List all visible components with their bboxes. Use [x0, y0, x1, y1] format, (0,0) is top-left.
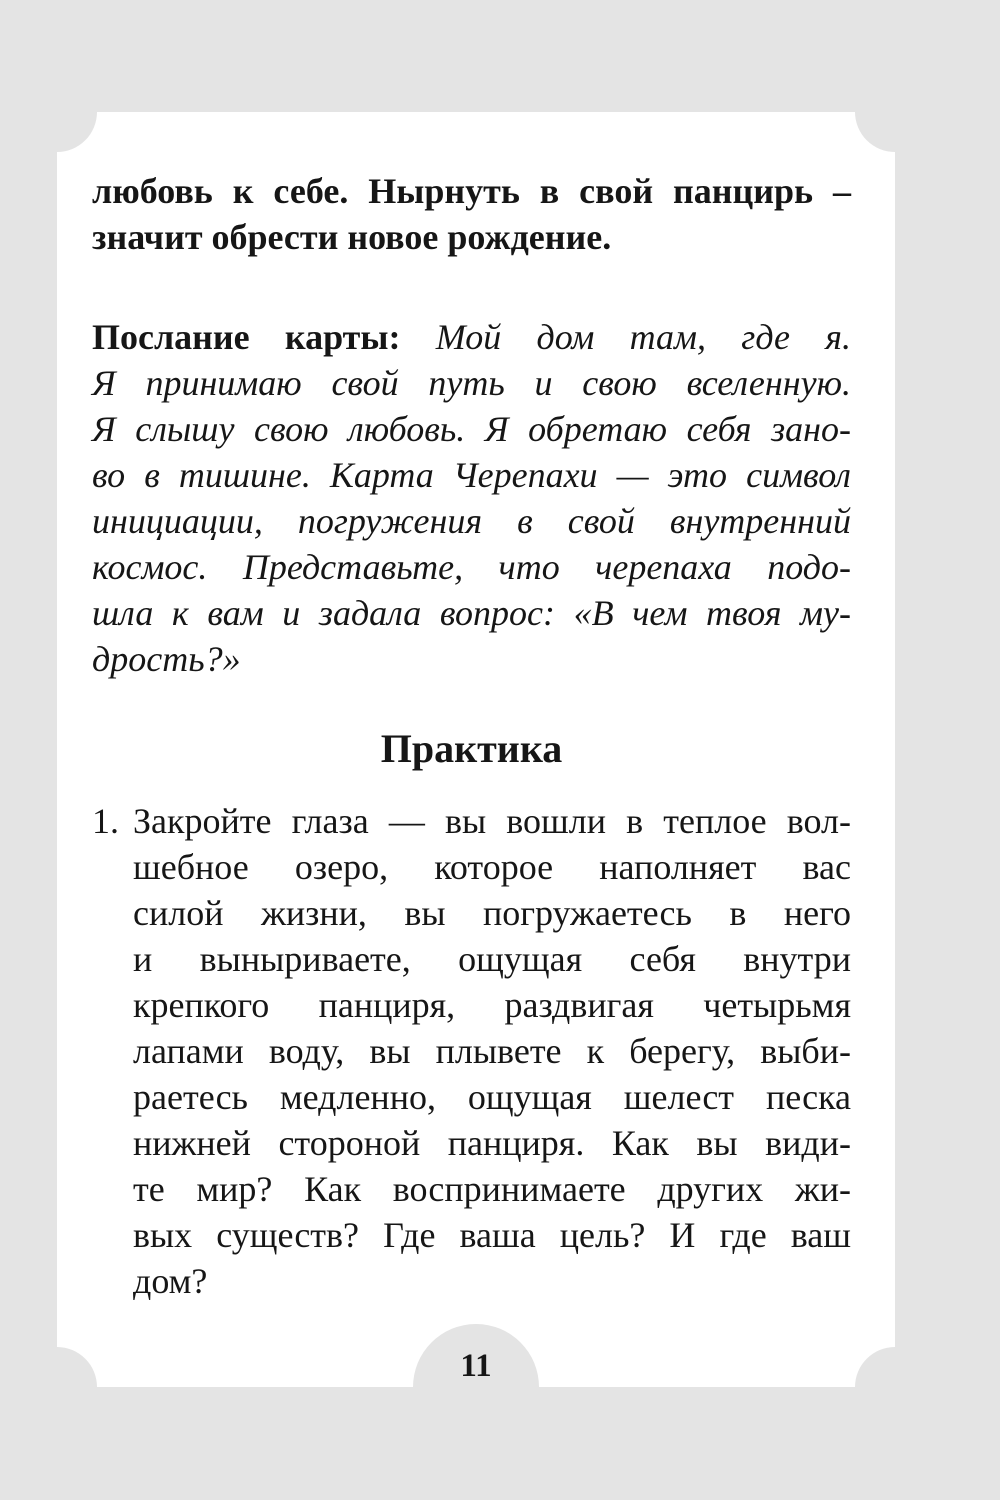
text-line: дрость?» [92, 639, 241, 679]
text-line: шебное озеро, которое наполняет вас [133, 847, 851, 887]
corner-cutout-top-right [855, 112, 895, 152]
text-line: Закройте глаза — вы вошли в теплое вол- [133, 801, 851, 841]
corner-cutout-bottom-left [57, 1347, 97, 1387]
text-line: те мир? Как воспринимаете других жи- [133, 1169, 851, 1209]
book-page-card[interactable] [57, 112, 895, 1387]
practice-list-item-1 [92, 798, 851, 1304]
corner-cutout-top-left [57, 112, 97, 152]
text-line: Я принимаю свой путь и свою вселенную. [92, 363, 851, 403]
text-line: раетесь медленно, ощущая шелест песка [133, 1077, 851, 1117]
text-line: и выныриваете, ощущая себя внутри [133, 939, 851, 979]
practice-heading: Практика [380, 726, 563, 771]
text-line: значит обрести новое рождение. [92, 217, 612, 257]
text-line: любовь к себе. Нырнуть в свой панцирь – [92, 171, 851, 211]
text-line: дом? [133, 1261, 208, 1301]
text-line: во в тишине. Карта Черепахи — это символ [92, 455, 851, 495]
text-line: крепкого панциря, раздвигая четырьмя [133, 985, 851, 1025]
corner-cutout-bottom-right [855, 1347, 895, 1387]
text-line: силой жизни, вы погружаетесь в него [133, 893, 851, 933]
page-number-notch [413, 1324, 539, 1387]
text-line: инициации, погружения в свой внутренний [92, 501, 851, 541]
text-line: шла к вам и задала вопрос: «В чем твоя му- [92, 593, 851, 633]
list-item-number: 1. [92, 801, 119, 841]
text-line: лапами воду, вы плывете к берегу, выби- [133, 1031, 851, 1071]
page-number: 11 [460, 1348, 492, 1384]
text-line: нижней стороной панциря. Как вы види- [133, 1123, 851, 1163]
text-line: Я слышу свою любовь. Я обретаю себя зано- [92, 409, 851, 449]
intro-paragraph [92, 168, 851, 260]
text-line: космос. Представьте, что черепаха подо- [92, 547, 851, 587]
text-line: Послание карты: Мой дом там, где я. [92, 317, 851, 357]
text-line: вых существ? Где ваша цель? И где ваш [133, 1215, 851, 1255]
card-message-paragraph [92, 314, 851, 682]
page-text-content [92, 168, 851, 1304]
